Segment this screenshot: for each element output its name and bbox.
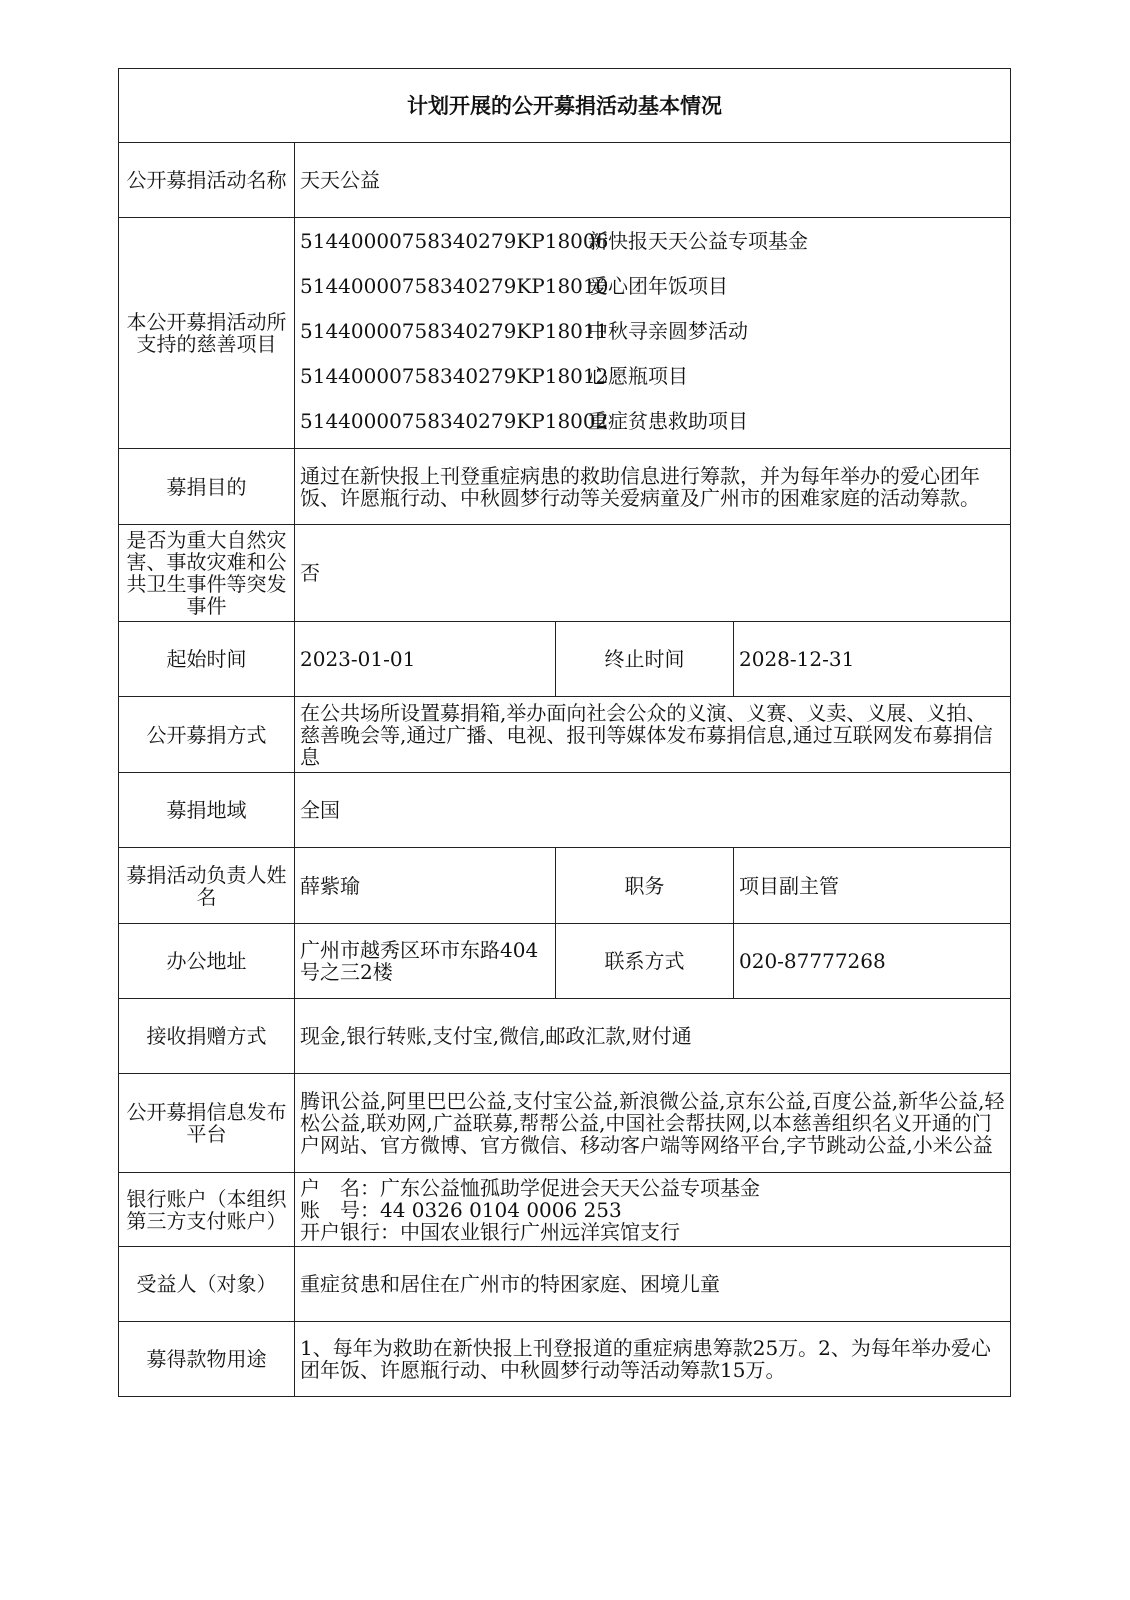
- bank-branch-value: 中国农业银行广州远洋宾馆支行: [400, 1219, 680, 1244]
- emergency-label: 是否为重大自然灾害、事故灾难和公共卫生事件等突发事件: [119, 525, 295, 622]
- position-label: 职务: [556, 848, 734, 924]
- position-value: 项目副主管: [734, 848, 1011, 924]
- purpose-label: 募捐目的: [119, 449, 295, 525]
- beneficiary-value: 重症贫患和居住在广州市的特困家庭、困境儿童: [295, 1247, 1011, 1322]
- end-time-value: 2028-12-31: [734, 622, 1011, 697]
- info-table: [118, 68, 1011, 1397]
- region-label: 募捐地域: [119, 773, 295, 848]
- page-title: 计划开展的公开募捐活动基本情况: [119, 69, 1011, 143]
- bank-branch-line: [300, 1221, 1006, 1243]
- person-value: 薛紫瑜: [295, 848, 556, 924]
- method-label: 公开募捐方式: [119, 697, 295, 773]
- address-value: 广州市越秀区环市东路404号之三2楼: [295, 924, 556, 999]
- activity-name-label: 公开募捐活动名称: [119, 143, 295, 218]
- project-name: 新快报天天公益专项基金: [588, 228, 808, 253]
- person-label: 募捐活动负责人姓名: [119, 848, 295, 924]
- receive-value: 现金,银行转账,支付宝,微信,邮政汇款,财付通: [295, 999, 1011, 1074]
- project-code: 51440000758340279KP18011: [300, 318, 609, 343]
- projects-list: [295, 218, 1011, 449]
- usage-value: 1、每年为救助在新快报上刊登报道的重症病患筹款25万。2、为每年举办爱心团年饭、许愿瓶行动、中秋圆梦行动等活动筹款15万。: [295, 1322, 1011, 1397]
- project-code: 51440000758340279KP18006: [300, 228, 609, 253]
- usage-label: 募得款物用途: [119, 1322, 295, 1397]
- method-value: 在公共场所设置募捐箱,举办面向社会公众的义演、义赛、义卖、义展、义拍、慈善晚会等,通过广播、电视、报刊等媒体发布募捐信息,通过互联网发布募捐信息: [295, 697, 1011, 773]
- contact-label: 联系方式: [556, 924, 734, 999]
- project-row: [300, 353, 1006, 398]
- region-value: 全国: [295, 773, 1011, 848]
- activity-name-value: 天天公益: [295, 143, 1011, 218]
- platform-label: 公开募捐信息发布平台: [119, 1074, 295, 1173]
- bank-name-value: 广东公益恤孤助学促进会天天公益专项基金: [380, 1175, 760, 1200]
- emergency-value: 否: [295, 525, 1011, 622]
- bank-name-line: [300, 1177, 1006, 1199]
- project-row: [300, 398, 1006, 443]
- project-name: 爱心团年饭项目: [588, 273, 728, 298]
- bank-account-value: 44 0326 0104 0006 253: [380, 1197, 622, 1222]
- end-time-label: 终止时间: [556, 622, 734, 697]
- project-row: [300, 263, 1006, 308]
- contact-value: 020-87777268: [734, 924, 1011, 999]
- bank-branch-key: 开户银行：: [300, 1219, 400, 1244]
- beneficiary-label: 受益人（对象）: [119, 1247, 295, 1322]
- project-name: 心愿瓶项目: [588, 363, 688, 388]
- start-time-label: 起始时间: [119, 622, 295, 697]
- project-code: 51440000758340279KP18012: [300, 363, 609, 388]
- project-name: 重症贫患救助项目: [588, 408, 748, 433]
- purpose-value: 通过在新快报上刊登重症病患的救助信息进行筹款，并为每年举办的爱心团年饭、许愿瓶行动、中秋圆梦行动等关爱病童及广州市的困难家庭的活动筹款。: [295, 449, 1011, 525]
- bank-account-info: [295, 1173, 1011, 1247]
- project-row: [300, 308, 1006, 353]
- bank-label: 银行账户（本组织第三方支付账户）: [119, 1173, 295, 1247]
- project-name: 中秋寻亲圆梦活动: [588, 318, 748, 343]
- projects-label: 本公开募捐活动所支持的慈善项目: [119, 218, 295, 449]
- receive-label: 接收捐赠方式: [119, 999, 295, 1074]
- bank-account-line: [300, 1199, 1006, 1221]
- project-code: 51440000758340279KP18010: [300, 273, 609, 298]
- platform-value: 腾讯公益,阿里巴巴公益,支付宝公益,新浪微公益,京东公益,百度公益,新华公益,轻松公益,联劝网,广益联募,帮帮公益,中国社会帮扶网,以本慈善组织名义开通的门户网站、官方微博、官方微信、移动客户端等网络平台,字节跳动公益,小米公益: [295, 1074, 1011, 1173]
- project-row: [300, 218, 1006, 263]
- bank-account-key: 账 号：: [300, 1197, 380, 1222]
- address-label: 办公地址: [119, 924, 295, 999]
- start-time-value: 2023-01-01: [295, 622, 556, 697]
- bank-name-key: 户 名：: [300, 1175, 380, 1200]
- project-code: 51440000758340279KP18002: [300, 408, 609, 433]
